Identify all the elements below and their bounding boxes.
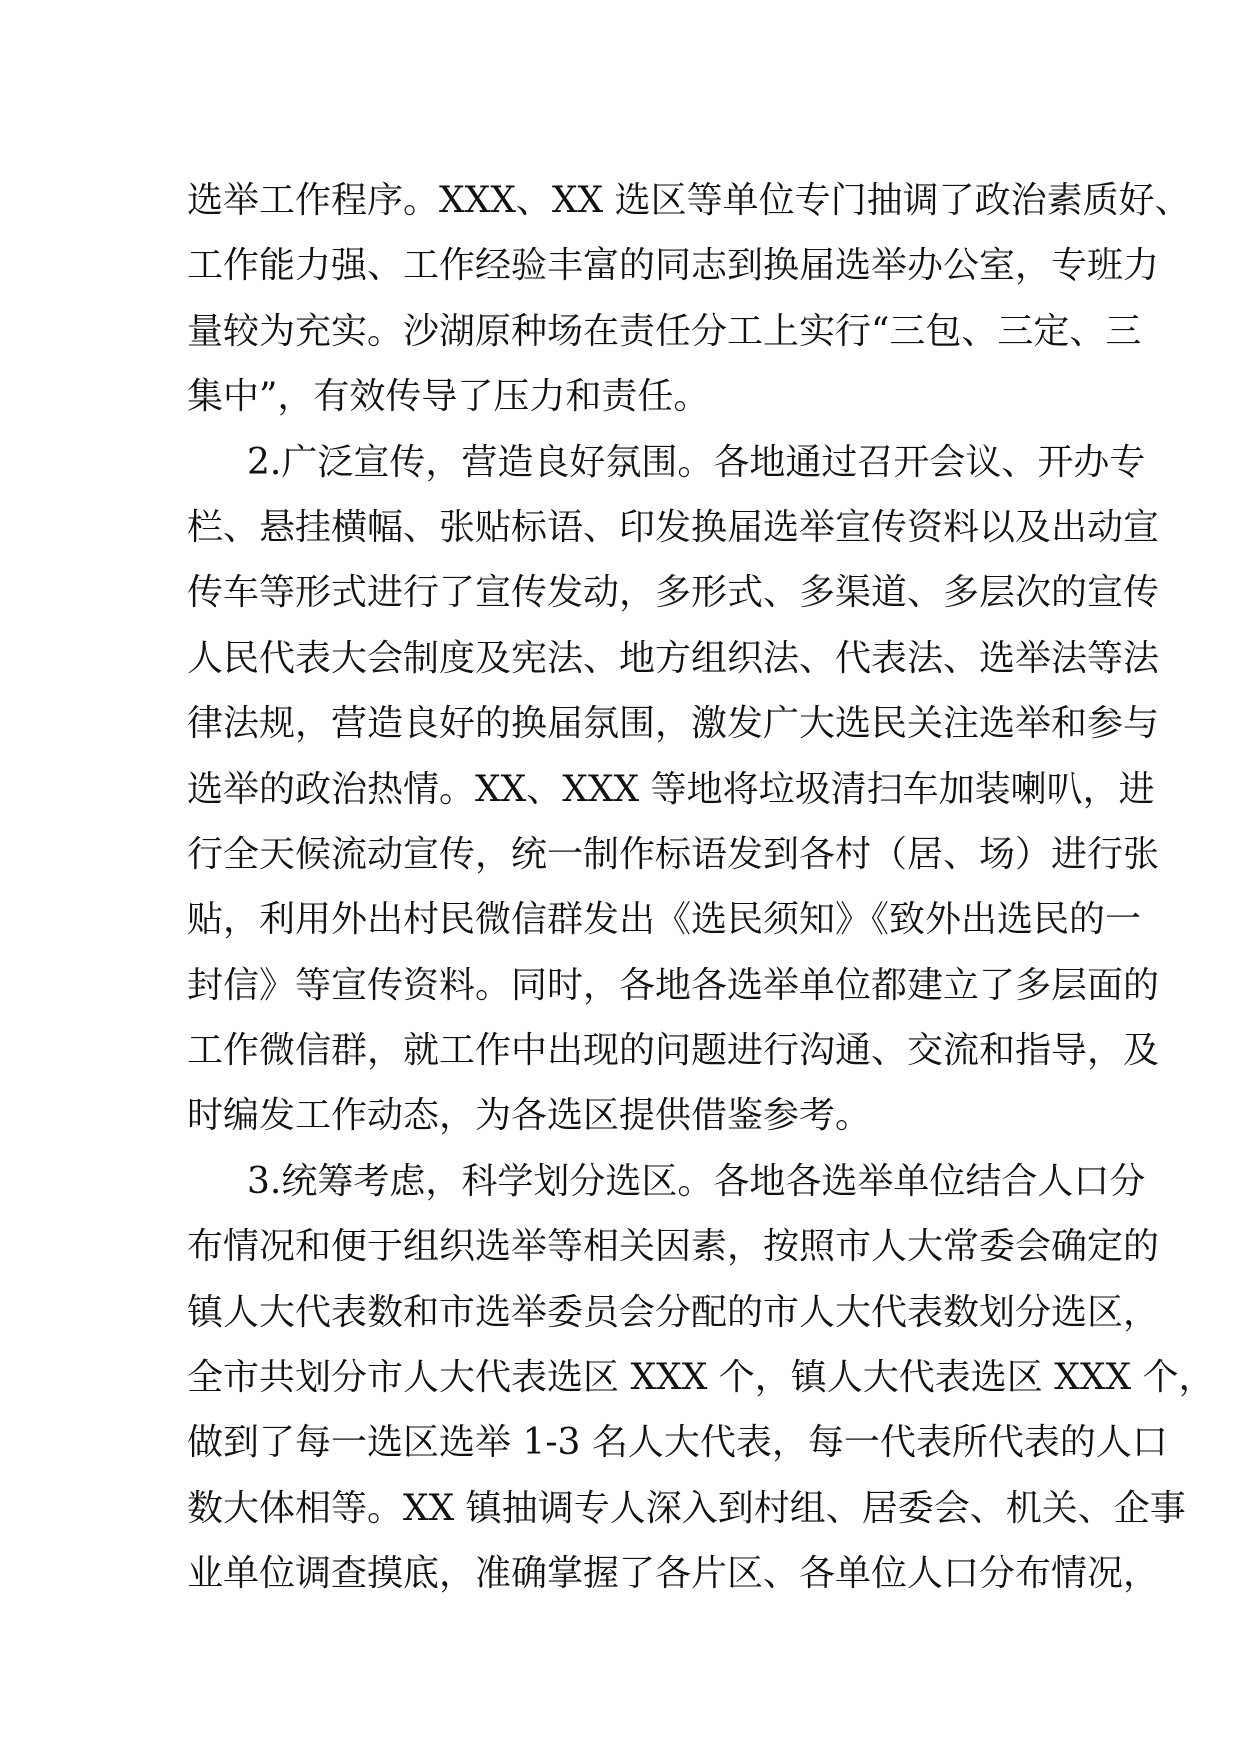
text-line: 选举的政治热情。XX、XXX 等地将垃圾清扫车加装喇叭，进 <box>187 768 1155 810</box>
text-line: 选举工作程序。XXX、XX 选区等单位专门抽调了政治素质好、 <box>187 180 1191 221</box>
text-line: 量较为充实。沙湖原种场在责任分工上实行“三包、三定、三 <box>187 310 1142 352</box>
text-line: 数大体相等。XX 镇抽调专人深入到村组、居委会、机关、企事 <box>187 1487 1186 1529</box>
text-line: 律法规，营造良好的换届氛围，激发广大选民关注选举和参与 <box>187 703 1160 745</box>
body-text <box>187 168 1215 1607</box>
text-line: 行全天候流动宣传，统一制作标语发到各村（居、场）进行张 <box>187 833 1160 875</box>
text-line: 工作能力强、工作经验丰富的同志到换届选举办公室，专班力 <box>187 245 1160 287</box>
text-line: 封信》等宣传资料。同时，各地各选举单位都建立了多层面的 <box>187 964 1160 1006</box>
text-line: 做到了每一选区选举 1-3 名人大代表，每一代表所代表的人口 <box>187 1422 1168 1464</box>
text-line: 布情况和便于组织选举等相关因素，按照市人大常委会确定的 <box>187 1226 1160 1268</box>
text-line: 传车等形式进行了宣传发动，多形式、多渠道、多层次的宣传 <box>187 572 1160 614</box>
text-line: 镇人大代表数和市选举委员会分配的市人大代表数划分选区， <box>187 1291 1160 1333</box>
text-line: 时编发工作动态，为各选区提供借鉴参考。 <box>187 1095 872 1137</box>
text-line: 集中”，有效传导了压力和责任。 <box>187 376 710 418</box>
text-line: 工作微信群，就工作中出现的问题进行沟通、交流和指导，及 <box>187 1030 1160 1072</box>
text-line: 栏、悬挂横幅、张贴标语、印发换届选举宣传资料以及出动宣 <box>187 506 1160 548</box>
paragraph-2-first-line: 2.广泛宣传，营造良好氛围。各地通过召开会议、开办专 <box>247 441 1146 483</box>
text-line: 业单位调查摸底，准确掌握了各片区、各单位人口分布情况， <box>187 1553 1160 1595</box>
paragraph-3-first-line: 3.统筹考虑，科学划分选区。各地各选举单位结合人口分 <box>247 1160 1146 1202</box>
text-line: 贴，利用外出村民微信群发出《选民须知》《致外出选民的一 <box>187 899 1142 941</box>
text-line: 人民代表大会制度及宪法、地方组织法、代表法、选举法等法 <box>187 637 1160 679</box>
text-line: 全市共划分市人大代表选区 XXX 个，镇人大代表选区 XXX 个， <box>187 1357 1215 1399</box>
